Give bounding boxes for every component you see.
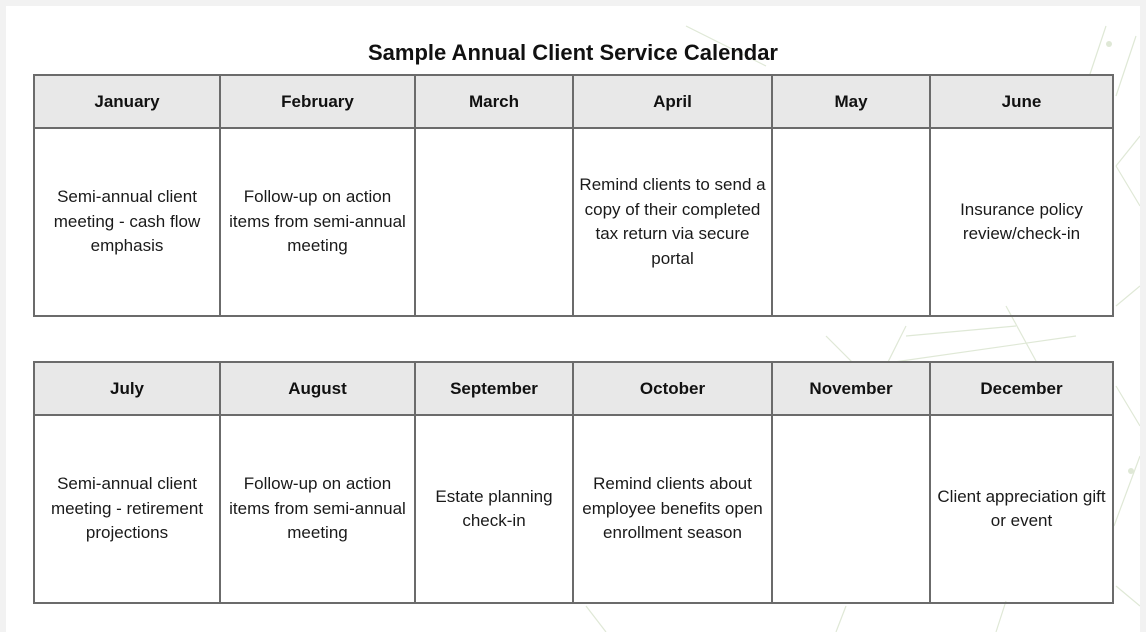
task-cell-february — [220, 128, 415, 316]
task-text: Estate planning check-in — [435, 486, 553, 530]
month-header-june: June — [930, 75, 1113, 128]
task-text: Semi-annual client meeting - retirement projections — [50, 474, 204, 543]
task-cell-december — [930, 415, 1113, 603]
task-text: Follow-up on action items from semi-annual meeting — [229, 474, 406, 543]
task-cell-july — [34, 415, 220, 603]
month-header-may: May — [772, 75, 930, 128]
month-header-march: March — [415, 75, 573, 128]
month-header-july: July — [34, 362, 220, 415]
task-text: Remind clients about employee benefits open enrollment season — [582, 474, 763, 543]
task-text: Follow-up on action items from semi-annual meeting — [229, 187, 406, 256]
calendar-table-second-half — [33, 361, 1114, 604]
calendar-table-first-half — [33, 74, 1114, 317]
month-header-november: November — [772, 362, 930, 415]
month-header-february: February — [220, 75, 415, 128]
task-text: Remind clients to send a copy of their completed tax return via secure portal — [579, 175, 766, 268]
task-row — [34, 128, 1113, 316]
task-cell-january — [34, 128, 220, 316]
month-header-row — [34, 362, 1113, 415]
task-cell-august — [220, 415, 415, 603]
task-row — [34, 415, 1113, 603]
month-header-october: October — [573, 362, 772, 415]
month-header-december: December — [930, 362, 1113, 415]
task-cell-november — [772, 415, 930, 603]
month-header-row — [34, 75, 1113, 128]
task-cell-june — [930, 128, 1113, 316]
task-cell-april — [573, 128, 772, 316]
month-header-september: September — [415, 362, 573, 415]
document-title: Sample Annual Client Service Calendar — [368, 40, 778, 65]
task-text: Insurance policy review/check-in — [960, 199, 1083, 243]
month-header-august: August — [220, 362, 415, 415]
month-header-april: April — [573, 75, 772, 128]
task-cell-september — [415, 415, 573, 603]
task-text: Semi-annual client meeting - cash flow emphasis — [53, 187, 201, 256]
task-cell-may — [772, 128, 930, 316]
task-cell-october — [573, 415, 772, 603]
document-page — [6, 6, 1140, 632]
task-text: Client appreciation gift or event — [937, 486, 1106, 530]
month-header-january: January — [34, 75, 220, 128]
task-cell-march — [415, 128, 573, 316]
